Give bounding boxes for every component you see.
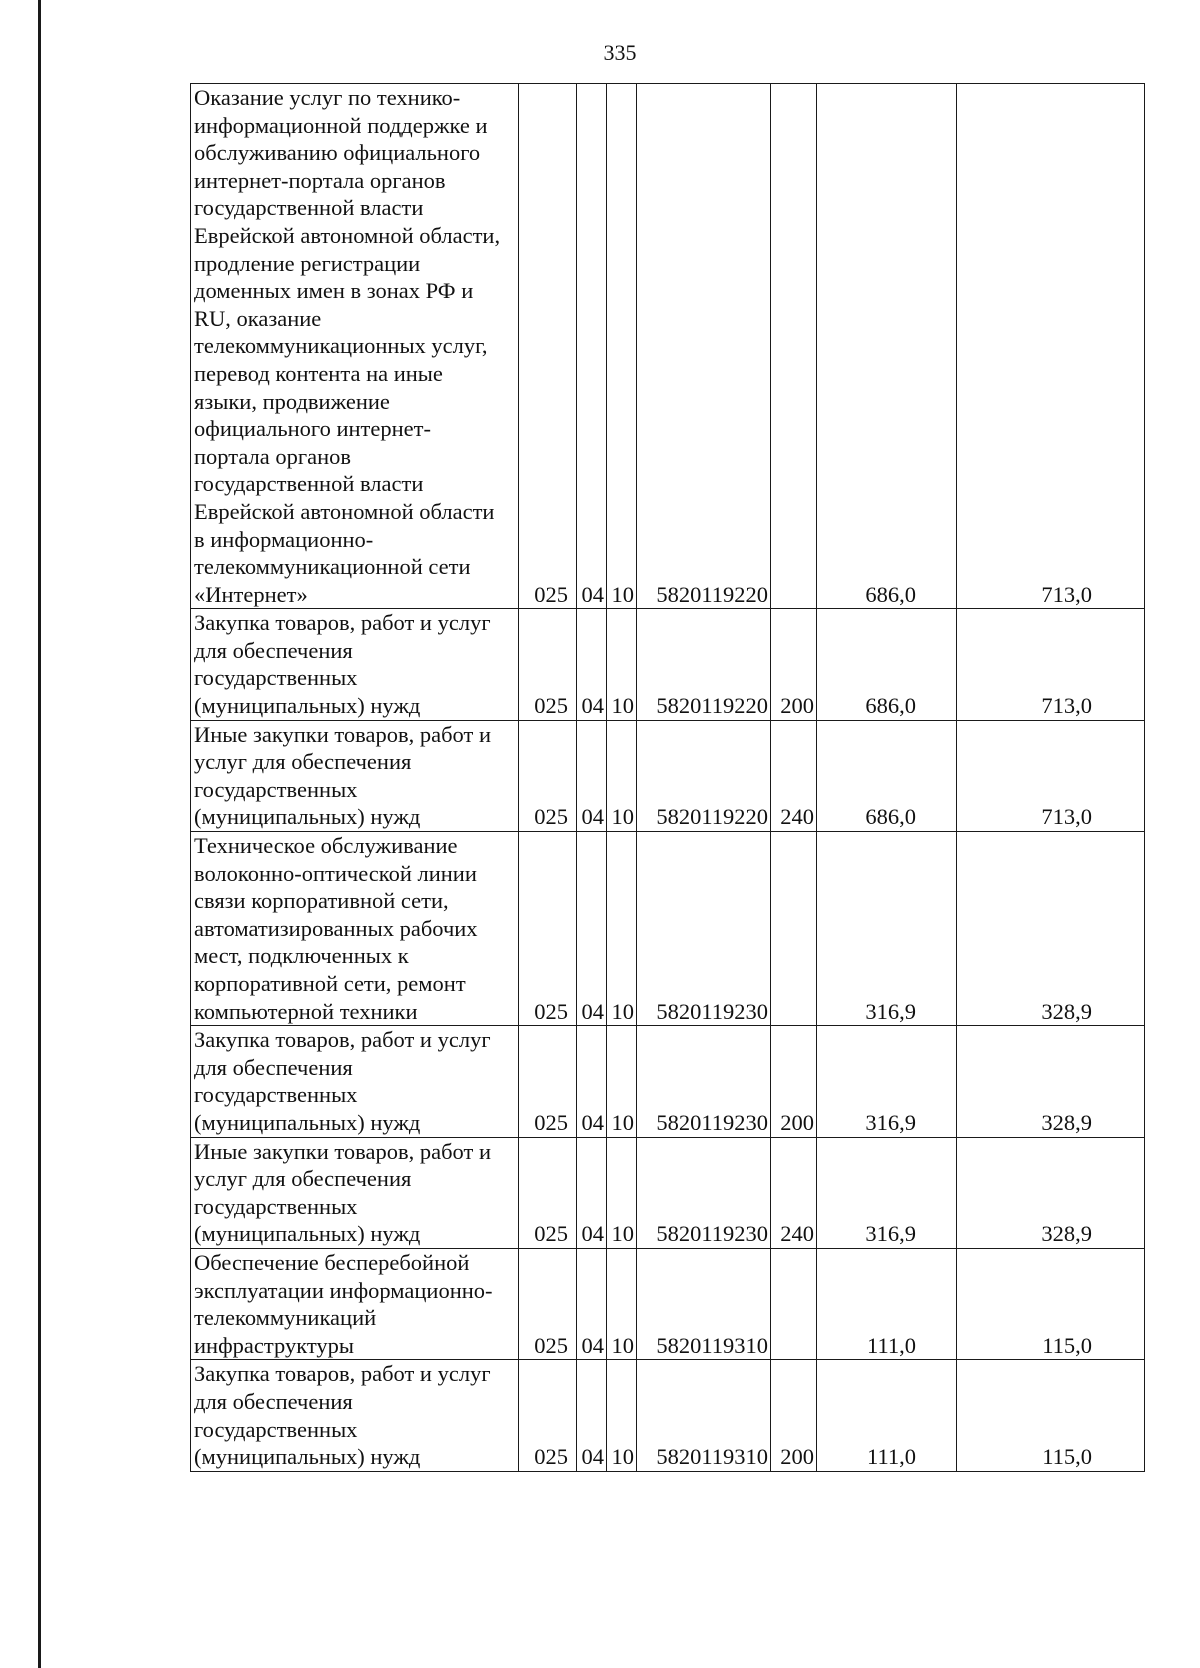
- section-code: 04: [577, 1360, 607, 1471]
- description-line: доменных имен в зонах РФ и: [194, 278, 474, 304]
- section-code: 04: [577, 1137, 607, 1248]
- description-line: информационной поддержке и: [194, 112, 488, 138]
- description-line: для обеспечения: [194, 637, 353, 663]
- subsection-code: 10: [607, 1137, 637, 1248]
- section-code: 04: [577, 609, 607, 720]
- description-line: для обеспечения: [194, 1388, 353, 1414]
- ministry-code: 025: [519, 84, 577, 609]
- expense-type-code: 240: [771, 1137, 817, 1248]
- row-description: [191, 1360, 519, 1471]
- target-article-code: 5820119310: [637, 1360, 771, 1471]
- description-line: (муниципальных) нужд: [194, 1444, 421, 1470]
- row-description: [191, 1137, 519, 1248]
- amount-year-2: 115,0: [957, 1360, 1145, 1471]
- binding-edge-line: [38, 0, 41, 1668]
- amount-year-2: 328,9: [957, 832, 1145, 1026]
- row-description: [191, 1026, 519, 1137]
- expense-type-code: [771, 832, 817, 1026]
- table-row: [191, 609, 1145, 720]
- description-line: государственных: [194, 1193, 358, 1219]
- ministry-code: 025: [519, 1360, 577, 1471]
- description-line: телекоммуникационных услуг,: [194, 333, 488, 359]
- amount-year-2: 328,9: [957, 1026, 1145, 1137]
- description-line: Еврейской автономной области: [194, 498, 495, 524]
- table-row: [191, 1137, 1145, 1248]
- description-line: Оказание услуг по технико-: [194, 85, 461, 110]
- expense-type-code: [771, 1248, 817, 1359]
- expense-type-code: [771, 84, 817, 609]
- amount-year-1: 316,9: [817, 1026, 957, 1137]
- description-line: перевод контента на иные: [194, 360, 443, 386]
- row-description: [191, 720, 519, 831]
- page-number: 335: [603, 40, 637, 65]
- description-line: телекоммуникационной сети: [194, 554, 471, 580]
- subsection-code: 10: [607, 1360, 637, 1471]
- description-line: (муниципальных) нужд: [194, 804, 421, 830]
- amount-year-2: 328,9: [957, 1137, 1145, 1248]
- description-line: (муниципальных) нужд: [194, 1221, 421, 1247]
- description-line: государственной власти: [194, 471, 424, 497]
- amount-year-1: 686,0: [817, 720, 957, 831]
- expense-type-code: 200: [771, 1360, 817, 1471]
- expense-type-code: 240: [771, 720, 817, 831]
- description-line: услуг для обеспечения: [194, 749, 412, 775]
- row-description: [191, 832, 519, 1026]
- section-code: 04: [577, 1248, 607, 1359]
- section-code: 04: [577, 832, 607, 1026]
- description-line: автоматизированных рабочих: [194, 915, 478, 941]
- description-line: компьютерной техники: [194, 998, 418, 1024]
- amount-year-1: 686,0: [817, 609, 957, 720]
- subsection-code: 10: [607, 84, 637, 609]
- description-line: «Интернет»: [194, 581, 308, 607]
- subsection-code: 10: [607, 720, 637, 831]
- description-line: (муниципальных) нужд: [194, 693, 421, 719]
- table-row: [191, 1248, 1145, 1359]
- table-row: [191, 720, 1145, 831]
- ministry-code: 025: [519, 720, 577, 831]
- description-line: мест, подключенных к: [194, 943, 409, 969]
- description-line: услуг для обеспечения: [194, 1166, 412, 1192]
- ministry-code: 025: [519, 832, 577, 1026]
- description-line: Иные закупки товаров, работ и: [194, 1138, 492, 1164]
- amount-year-1: 316,9: [817, 832, 957, 1026]
- description-line: Еврейской автономной области,: [194, 222, 501, 248]
- description-line: Обеспечение бесперебойной: [194, 1249, 470, 1275]
- table-row: [191, 832, 1145, 1026]
- amount-year-1: 111,0: [817, 1360, 957, 1471]
- description-line: телекоммуникаций: [194, 1305, 377, 1331]
- section-code: 04: [577, 1026, 607, 1137]
- target-article-code: 5820119230: [637, 832, 771, 1026]
- target-article-code: 5820119220: [637, 84, 771, 609]
- ministry-code: 025: [519, 1248, 577, 1359]
- amount-year-1: 686,0: [817, 84, 957, 609]
- description-line: связи корпоративной сети,: [194, 888, 449, 914]
- subsection-code: 10: [607, 1026, 637, 1137]
- description-line: инфраструктуры: [194, 1332, 354, 1358]
- description-line: эксплуатации информационно-: [194, 1277, 493, 1303]
- row-description: [191, 609, 519, 720]
- description-line: государственных: [194, 1082, 358, 1108]
- target-article-code: 5820119220: [637, 720, 771, 831]
- amount-year-1: 316,9: [817, 1137, 957, 1248]
- description-line: волоконно-оптической линии: [194, 860, 477, 886]
- target-article-code: 5820119310: [637, 1248, 771, 1359]
- subsection-code: 10: [607, 832, 637, 1026]
- description-line: Иные закупки товаров, работ и: [194, 721, 492, 747]
- row-description: [191, 1248, 519, 1359]
- description-line: государственных: [194, 665, 358, 691]
- description-line: в информационно-: [194, 526, 374, 552]
- subsection-code: 10: [607, 609, 637, 720]
- description-line: корпоративной сети, ремонт: [194, 971, 466, 996]
- budget-table-body: [191, 84, 1145, 1472]
- description-line: продление регистрации: [194, 250, 421, 276]
- target-article-code: 5820119230: [637, 1026, 771, 1137]
- subsection-code: 10: [607, 1248, 637, 1359]
- description-line: (муниципальных) нужд: [194, 1109, 421, 1135]
- row-description: [191, 84, 519, 609]
- amount-year-2: 713,0: [957, 84, 1145, 609]
- description-line: портала органов: [194, 443, 352, 469]
- description-line: Закупка товаров, работ и услуг: [194, 1361, 491, 1387]
- section-code: 04: [577, 720, 607, 831]
- section-code: 04: [577, 84, 607, 609]
- target-article-code: 5820119230: [637, 1137, 771, 1248]
- description-line: государственных: [194, 776, 358, 802]
- description-line: обслуживанию официального: [194, 140, 481, 166]
- description-line: для обеспечения: [194, 1054, 353, 1080]
- ministry-code: 025: [519, 609, 577, 720]
- target-article-code: 5820119220: [637, 609, 771, 720]
- description-line: государственной власти: [194, 195, 424, 221]
- description-line: Закупка товаров, работ и услуг: [194, 610, 491, 636]
- amount-year-1: 111,0: [817, 1248, 957, 1359]
- amount-year-2: 713,0: [957, 720, 1145, 831]
- table-row: [191, 1360, 1145, 1471]
- amount-year-2: 115,0: [957, 1248, 1145, 1359]
- ministry-code: 025: [519, 1137, 577, 1248]
- budget-table: [190, 83, 1145, 1472]
- expense-type-code: 200: [771, 609, 817, 720]
- description-line: Техническое обслуживание: [194, 833, 458, 859]
- description-line: интернет-портала органов: [194, 167, 446, 193]
- description-line: государственных: [194, 1416, 358, 1442]
- table-row: [191, 84, 1145, 609]
- table-row: [191, 1026, 1145, 1137]
- description-line: языки, продвижение: [194, 388, 390, 414]
- amount-year-2: 713,0: [957, 609, 1145, 720]
- ministry-code: 025: [519, 1026, 577, 1137]
- description-line: RU, оказание: [194, 305, 322, 331]
- description-line: Закупка товаров, работ и услуг: [194, 1027, 491, 1053]
- expense-type-code: 200: [771, 1026, 817, 1137]
- description-line: официального интернет-: [194, 416, 431, 442]
